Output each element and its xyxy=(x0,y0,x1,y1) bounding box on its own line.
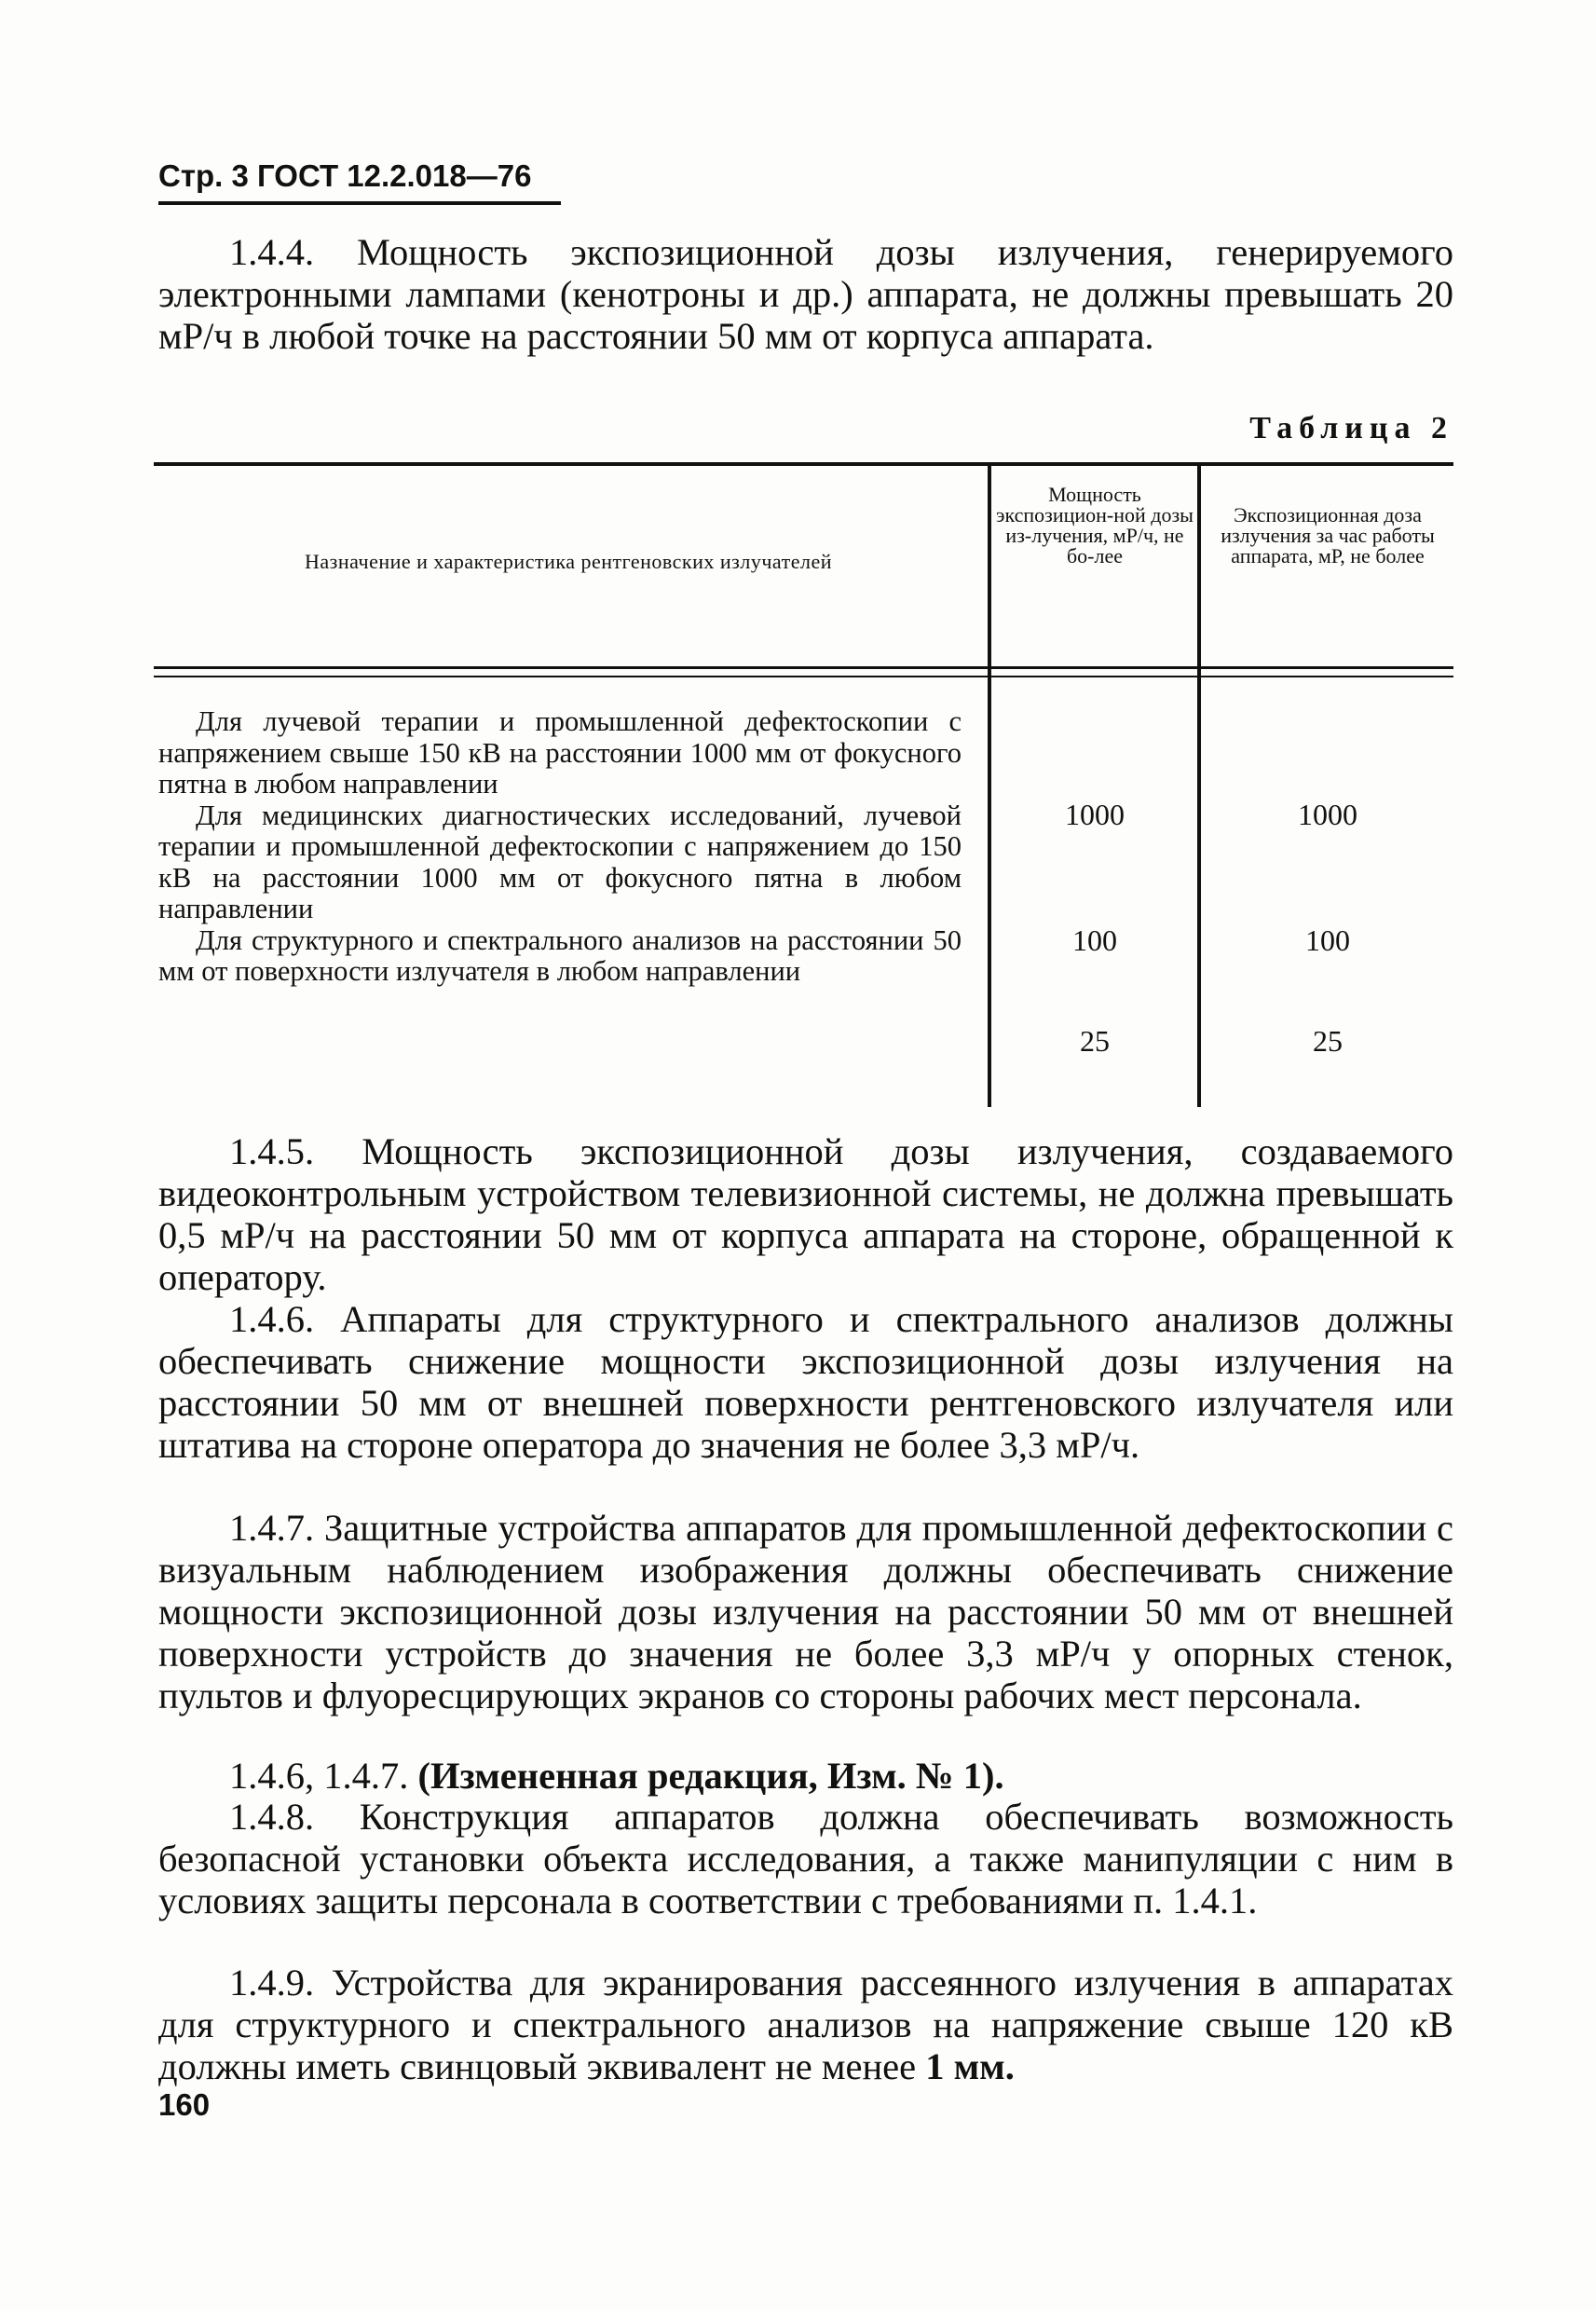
table-header-rule xyxy=(154,666,1453,669)
table-caption: Таблица 2 xyxy=(1249,411,1453,445)
table-cell-power: 1000 xyxy=(1065,798,1125,831)
table-cell-power: 25 xyxy=(1080,1024,1110,1058)
header-rule xyxy=(158,201,561,205)
table-header-rule-double xyxy=(154,676,1453,677)
table-row-description: Для медицинских диагностических исследований, лучевой терапии и промышленной дефектоскопии с напряжением до 150 кВ на расстоянии 1000 мм от фокусного пятна в любом направлении xyxy=(158,799,962,924)
table-row-description: Для лучевой терапии и промышленной дефектоскопии с напряжением свыше 150 кВ на расстоянии 1000 мм от фокусного пятна в любом направлении xyxy=(158,705,962,800)
paragraph-1-4-8: 1.4.8. Конструкция аппаратов должна обеспечивать возможность безопасной установки объекта исследования, а также манипуляции с ним в условиях защиты персонала в соответствии с требованиями п. 1.4.1. xyxy=(158,1796,1453,1921)
paragraph-1-4-7: 1.4.7. Защитные устройства аппаратов для промышленной дефектоскопии с визуальным наблюдением изображения должны обеспечивать снижение мощности экспозиционной дозы излучения на расстоянии 50 мм от внешней поверхности устройств до значения не более 3,3 мР/ч у опорных стенок, пультов и флуоресцирующих экранов со стороны рабочих мест персонала. xyxy=(158,1507,1453,1716)
table-cell-dose: 25 xyxy=(1313,1024,1343,1058)
table-body-descriptions xyxy=(158,706,962,988)
paragraph-1-4-9-value: 1 мм. xyxy=(925,2045,1015,2087)
paragraph-1-4-6: 1.4.6. Аппараты для структурного и спектрального анализов должны обеспечивать снижение мощности экспозиционной дозы излучения на расстоянии 50 мм от внешней поверхности рентгеновского излучателя или штатива на стороне оператора до значения не более 3,3 мР/ч. xyxy=(158,1298,1453,1466)
paragraph-1-4-4: 1.4.4. Мощность экспозиционной дозы излучения, генерируемого электронными лампами (кенотроны и др.) аппарата, не должны превышать 20 мР/ч в любой точке на расстоянии 50 мм от корпуса аппарата. xyxy=(158,231,1453,357)
paragraph-amendment-note xyxy=(158,1755,1453,1797)
table-cell-dose: 1000 xyxy=(1298,798,1357,831)
table-header-purpose: Назначение и характеристика рентгеновских излучателей xyxy=(305,550,832,573)
table-cell-power: 100 xyxy=(1072,923,1117,957)
table-row-description: Для структурного и спектрального анализов на расстоянии 50 мм от поверхности излучателя в любом направлении xyxy=(158,923,962,987)
table-column-divider xyxy=(1197,466,1201,1107)
table-column-divider xyxy=(988,466,991,1107)
running-header: Стр. 3 ГОСТ 12.2.018—76 xyxy=(158,158,532,193)
paragraph-1-4-9 xyxy=(158,1962,1453,2087)
table-cell-dose: 100 xyxy=(1305,923,1350,957)
page-number: 160 xyxy=(158,2087,211,2122)
paragraph-1-4-9-text: 1.4.9. Устройства для экранирования рассеянного излучения в аппаратах для структурного и спектрального анализов на напряжение свыше 120 кВ должны иметь свинцовый эквивалент не менее xyxy=(158,1962,1453,2087)
table-header-dose-rate: Мощность экспозицион-ной дозы из-лучения, мР/ч, не бо-лее xyxy=(996,483,1194,567)
table-top-rule xyxy=(154,462,1453,466)
paragraph-1-4-5: 1.4.5. Мощность экспозиционной дозы излучения, создаваемого видеоконтрольным устройством телевизионной системы, не должна превышать 0,5 мР/ч на расстоянии 50 мм от корпуса аппарата на стороне, обращенной к оператору. xyxy=(158,1130,1453,1298)
table-header-hourly-dose: Экспозиционная доза излучения за час работы аппарата, мР, не более xyxy=(1221,503,1435,567)
amendment-label: (Измененная редакция, Изм. № 1). xyxy=(417,1755,1004,1797)
amendment-prefix: 1.4.6, 1.4.7. xyxy=(229,1755,418,1797)
